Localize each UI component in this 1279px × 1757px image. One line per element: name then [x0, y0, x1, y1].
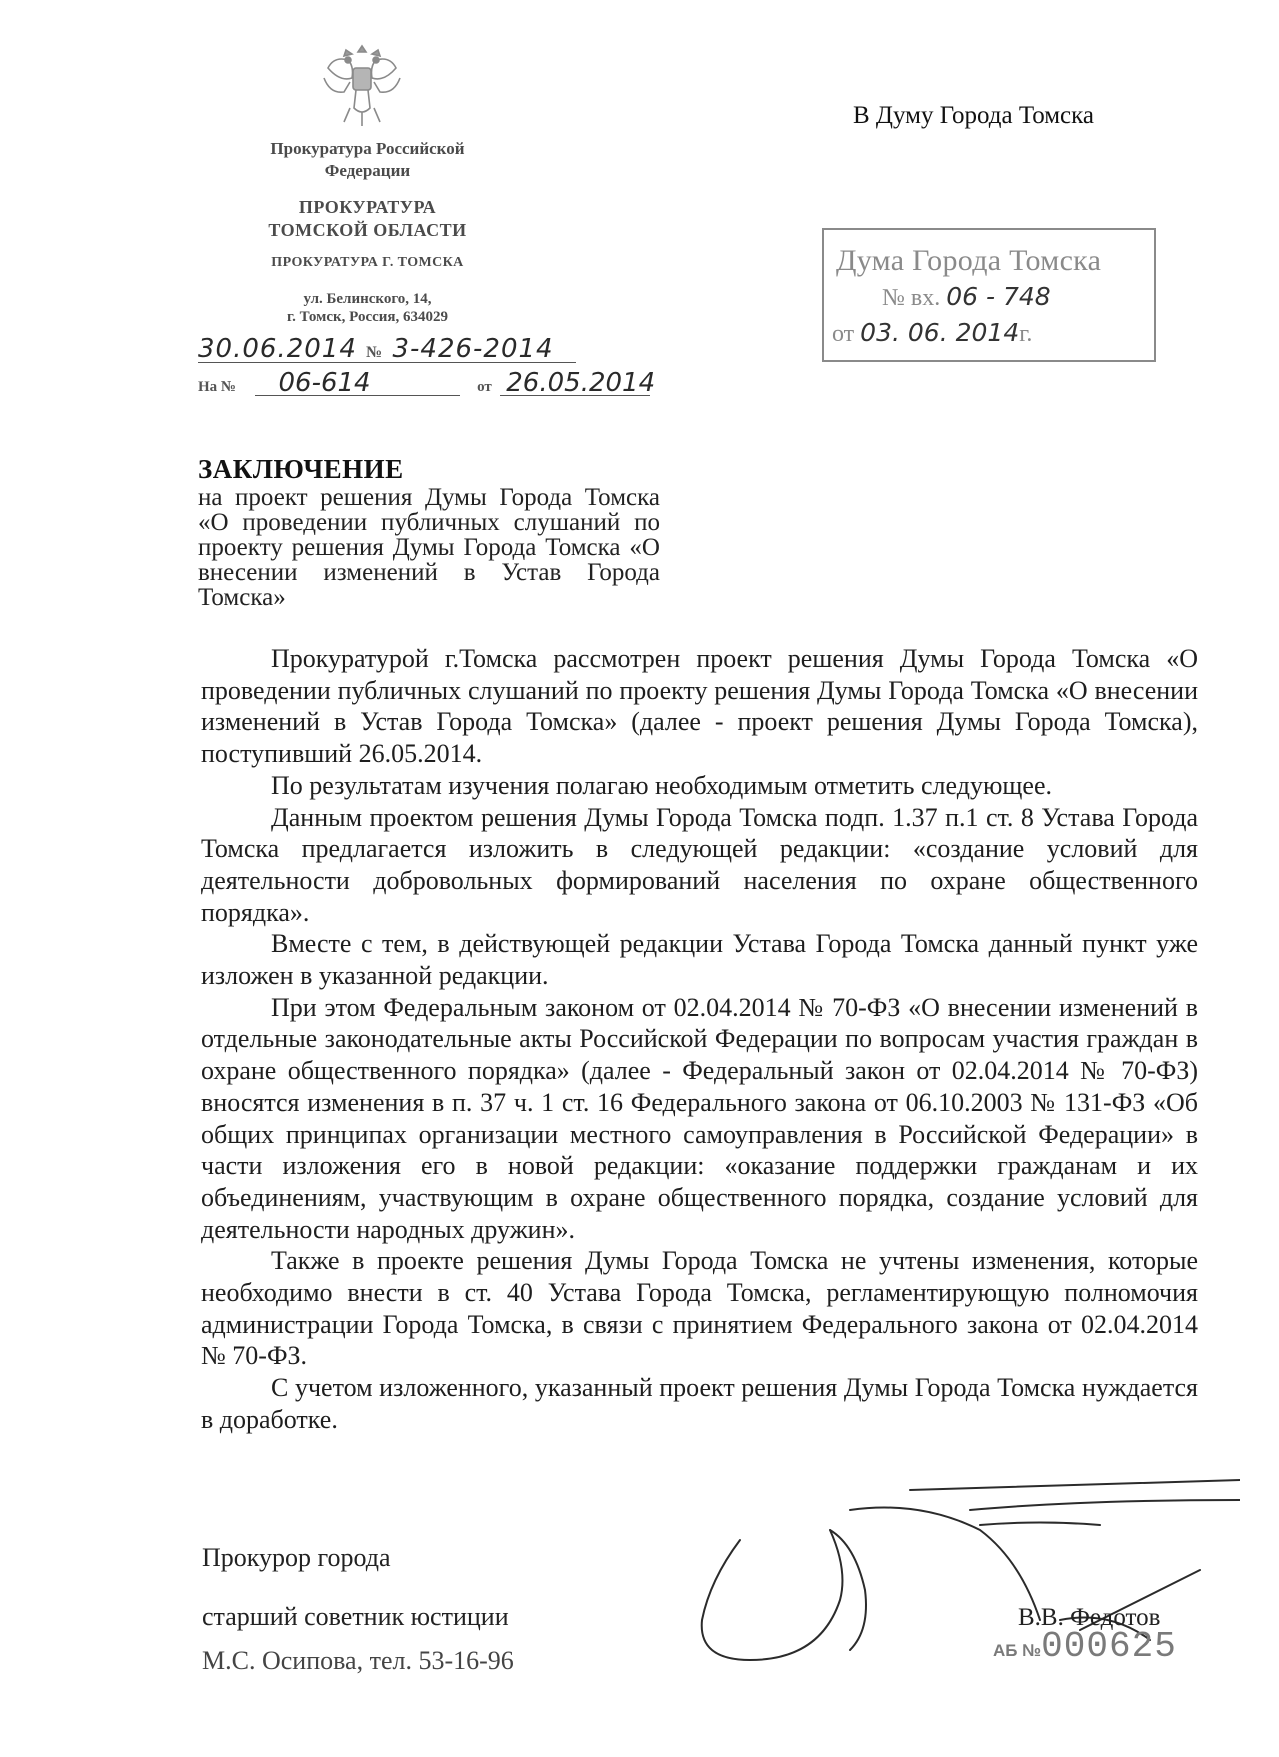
stamp-date: от 03. 06. 2014г. — [832, 318, 1033, 347]
incoming-stamp — [822, 228, 1156, 362]
signer-position: Прокурор города — [202, 1543, 391, 1572]
reference-line — [198, 368, 655, 398]
body-paragraph: Также в проекте решения Думы Города Томска не учтены изменения, которые необходимо внести в ст. 40 Устава Города Томска, регламентирующую полномочия администрации Города Томска, в связи с принятием Федерального закона от 02.04.2014 № 70-ФЗ. — [201, 1246, 1198, 1371]
registration-number: 3-426-2014 — [392, 334, 554, 364]
reference-date: 26.05.2014 — [506, 368, 656, 398]
reference-number: 06-614 — [278, 368, 371, 398]
reference-date-underline — [500, 395, 650, 396]
reference-label: На № — [198, 379, 236, 395]
registration-line — [198, 334, 554, 364]
signer-rank: старший советник юстиции — [202, 1602, 509, 1631]
signer-name: В.В. Федотов — [1018, 1604, 1161, 1631]
form-serial-number: АБ №000625 — [993, 1626, 1177, 1667]
registration-number-label: № — [366, 344, 384, 361]
double-headed-eagle-emblem-icon — [320, 38, 404, 128]
body-paragraph: Данным проектом решения Думы Города Томска подп. 1.37 п.1 ст. 8 Устава Города Томска предлагается изложить в следующей редакции: «создание условий для деятельности добровольных формирований населения по охране общественного порядка». — [201, 802, 1198, 927]
document-body — [201, 643, 1198, 1436]
body-paragraph: По результатам изучения полагаю необходимым отметить следующее. — [271, 770, 1052, 800]
body-paragraph: С учетом изложенного, указанный проект решения Думы Города Томска нуждается в доработке. — [201, 1373, 1198, 1434]
registration-date: 30.06.2014 — [198, 334, 357, 364]
body-paragraph: При этом Федеральным законом от 02.04.2014 № 70-ФЗ «О внесении изменений в отдельные законодательные акты Российской Федерации по вопросам участия граждан в охране общественного порядка» (далее - Федеральный закон от 02.04.2014 № 70-ФЗ) вносятся изменения в п. 37 ч. 1 ст. 16 Федерального закона от 06.10.2003 № 131-ФЗ «Об общих принципах организации местного самоуправления в Российской Федерации» в части изложения его в новой редакции: «оказание поддержки гражданам и их объединениям, участвующим в охране общественного порядка, создание условий для деятельности народных дружин». — [201, 992, 1198, 1244]
letterhead-address: ул. Белинского, 14, г. Томск, Россия, 634029 — [286, 291, 449, 325]
stamp-title: Дума Города Томска — [836, 244, 1102, 277]
body-paragraph: Прокуратурой г.Томска рассмотрен проект решения Думы Города Томска «О проведении публичных слушаний по проекту решения Думы Города Томска «О внесении изменений в Устав Города Томска» (далее - проект решения Думы Города Томска), поступивший 26.05.2014. — [201, 644, 1198, 769]
executor-contact: М.С. Осипова, тел. 53-16-96 — [202, 1646, 514, 1675]
stamp-incoming-number: № вх. 06 - 748 — [882, 282, 1051, 311]
letterhead-organization: Прокуратура Российской Федерации — [270, 139, 465, 180]
body-paragraph: Вместе с тем, в действующей редакции Устава Города Томска данный пункт уже изложен в указанной редакции. — [201, 929, 1198, 991]
letterhead-city-office: ПРОКУРАТУРА Г. ТОМСКА — [271, 255, 464, 270]
registration-underline — [198, 362, 576, 363]
reference-from-label: от — [477, 379, 492, 395]
document-subtitle: на проект решения Думы Города Томска «О проведении публичных слушаний по проекту решения Думы Города Томска «О внесении изменений в Устав Города Томска» — [198, 484, 660, 611]
reference-number-underline — [255, 395, 460, 396]
letterhead-regional-office: ПРОКУРАТУРА ТОМСКОЙ ОБЛАСТИ — [268, 197, 467, 240]
addressee: В Думу Города Томска — [853, 102, 1095, 129]
document-title: ЗАКЛЮЧЕНИЕ — [198, 454, 404, 484]
